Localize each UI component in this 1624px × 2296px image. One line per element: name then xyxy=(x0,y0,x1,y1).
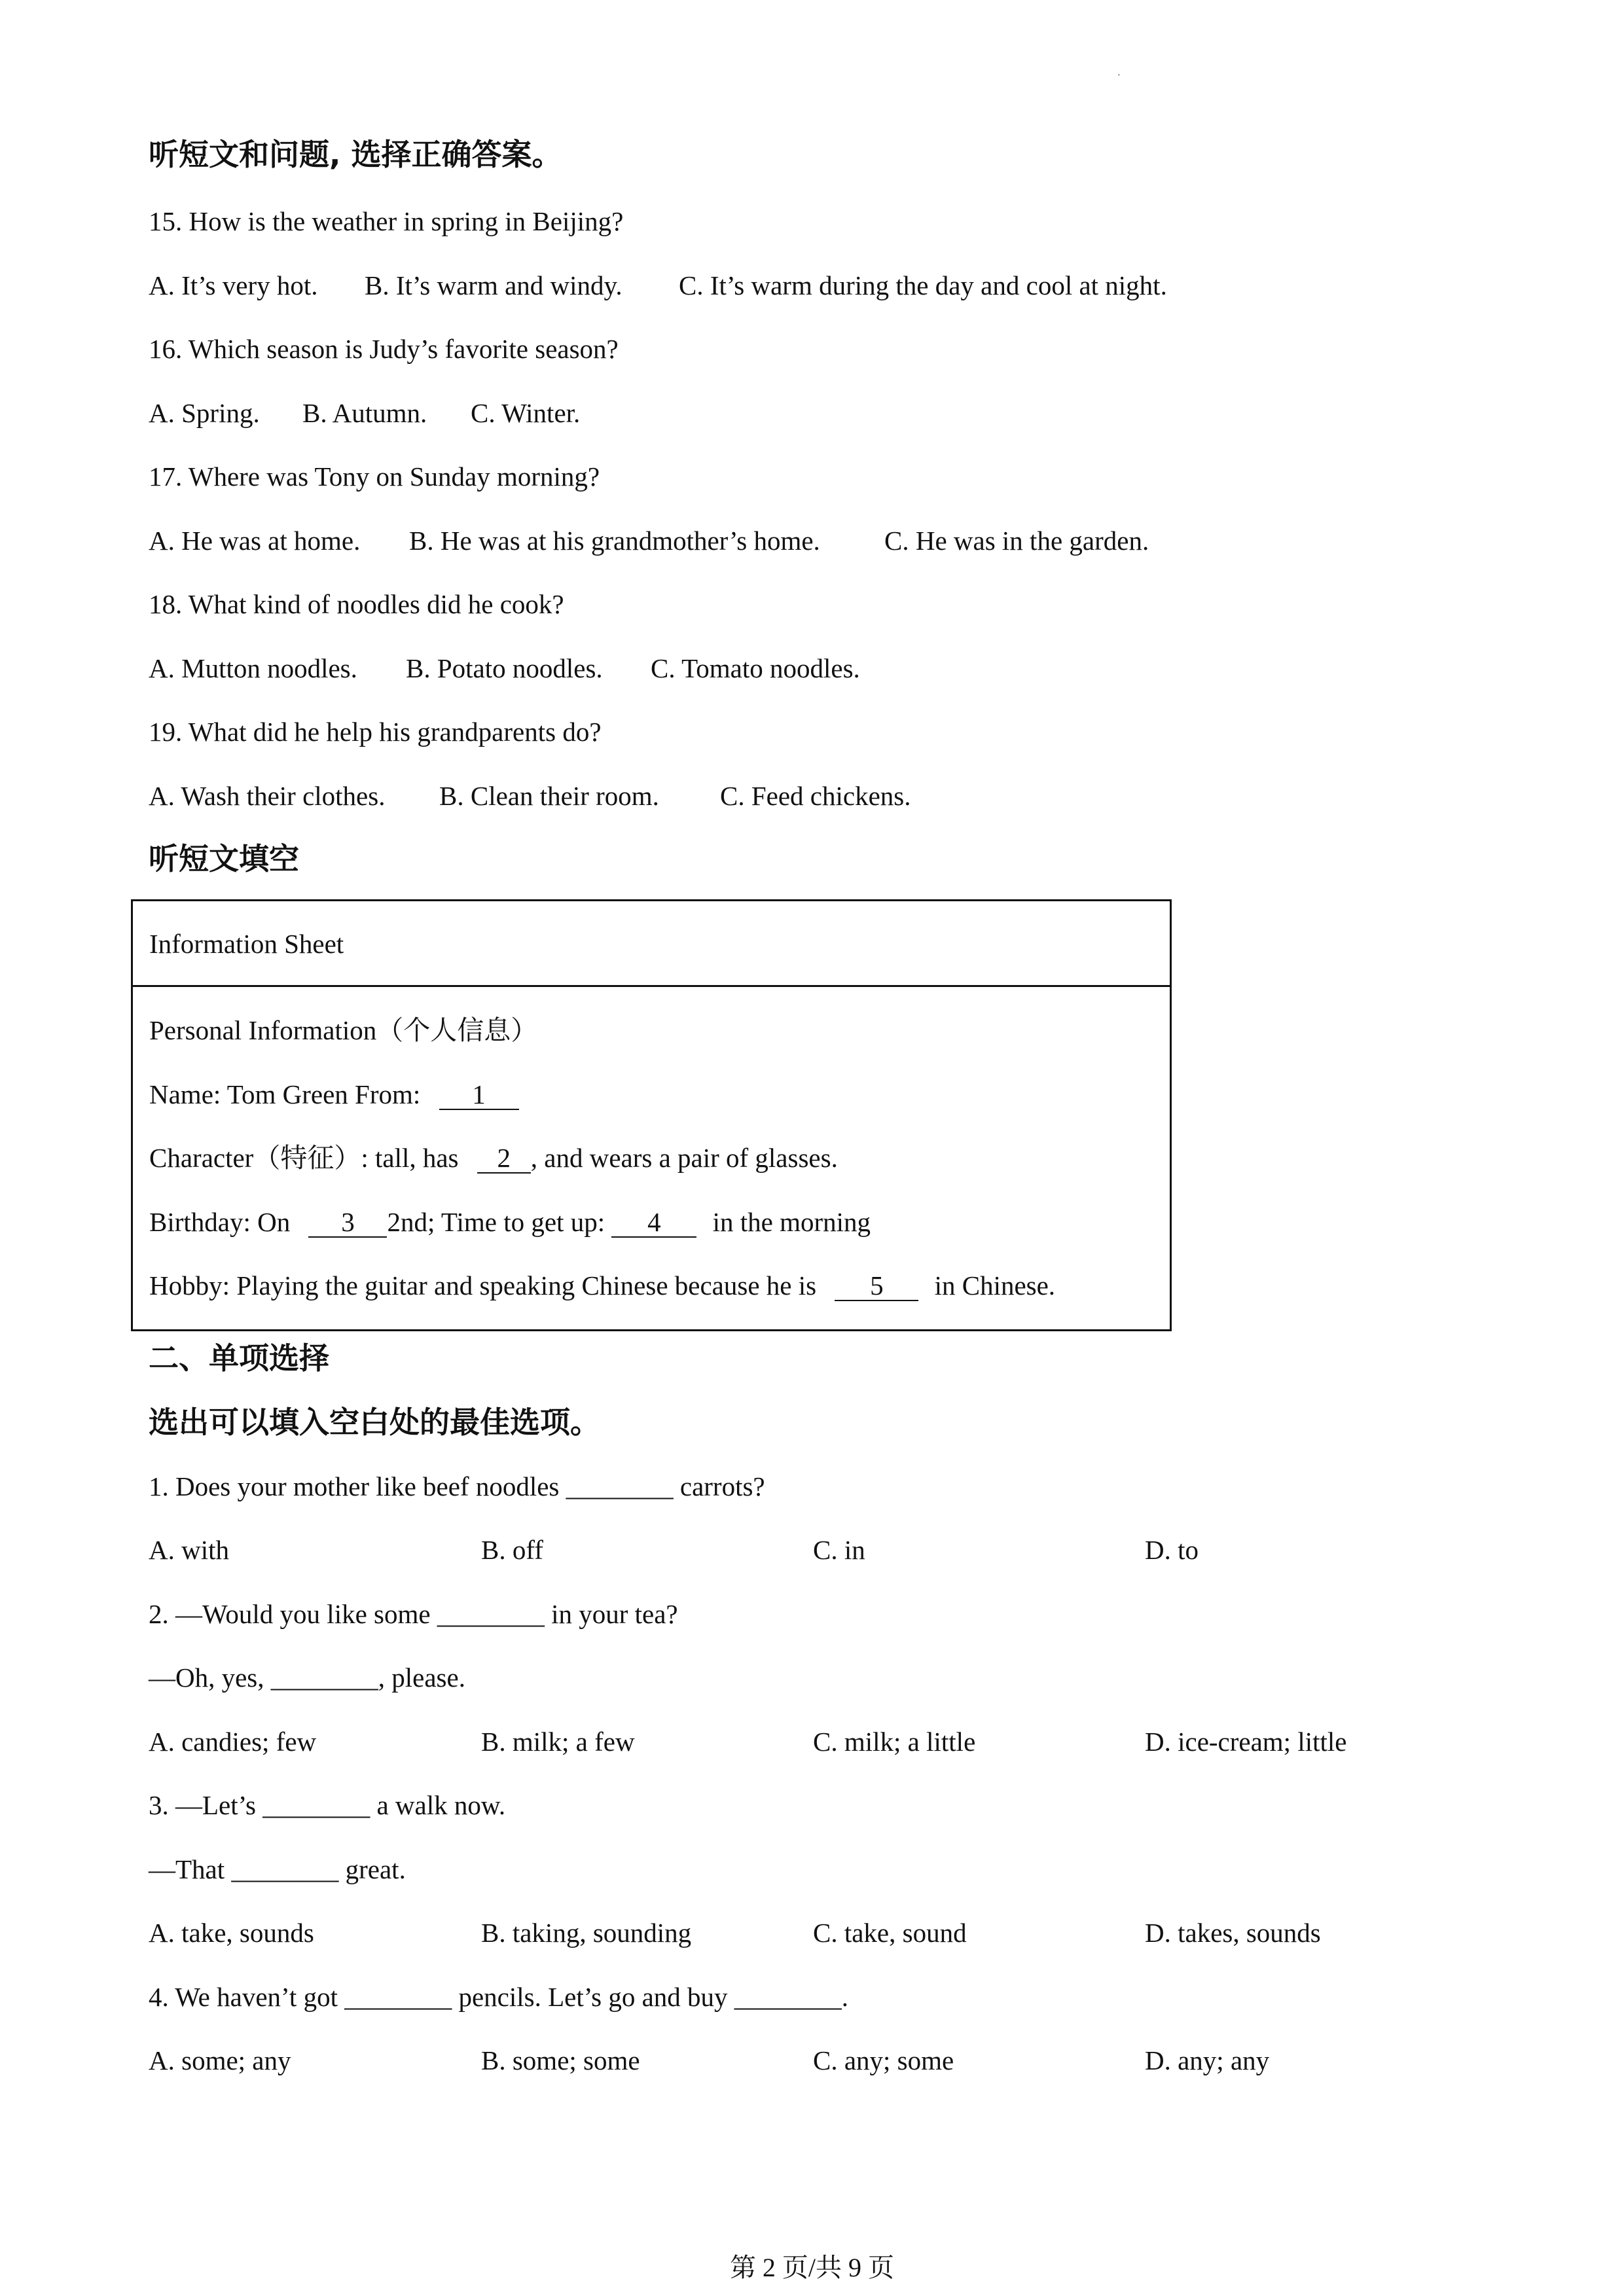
hobby-label: Hobby: Playing the guitar and speaking Chinese because he is xyxy=(149,1270,817,1300)
option-d[interactable]: D. ice-cream; little xyxy=(1145,1727,1347,1757)
option-c[interactable]: C. He was in the garden. xyxy=(884,526,1149,556)
choice-question-2-response: —Oh, yes, ________, please. xyxy=(149,1662,465,1693)
section-title-choice: 二、单项选择 xyxy=(149,1340,329,1376)
option-c[interactable]: C. in xyxy=(813,1535,865,1565)
name-row xyxy=(149,1078,519,1111)
page-number: 第 2 页/共 9 页 xyxy=(729,2253,895,2282)
option-b[interactable]: B. He was at his grandmother’s home. xyxy=(409,526,820,556)
birthday-label: Birthday: On xyxy=(149,1207,291,1237)
sheet-divider xyxy=(133,985,1170,987)
birthday-mid: 2nd; Time to get up: xyxy=(387,1207,605,1237)
character-label: Character（特征）: tall, has xyxy=(149,1143,459,1173)
question-16: 16. Which season is Judy’s favorite season? xyxy=(149,334,619,364)
character-suffix: , and wears a pair of glasses. xyxy=(530,1143,838,1173)
question-17: 17. Where was Tony on Sunday morning? xyxy=(149,461,600,492)
option-b[interactable]: B. taking, sounding xyxy=(481,1918,692,1948)
option-b[interactable]: B. milk; a few xyxy=(481,1727,635,1757)
section-title-listening: 听短文和问题, 选择正确答案。 xyxy=(149,137,562,172)
option-b[interactable]: B. It’s warm and windy. xyxy=(365,270,623,300)
corner-mark: · xyxy=(1117,68,1121,82)
choice-question-3: 3. —Let’s ________ a walk now. xyxy=(149,1790,506,1820)
hobby-suffix: in Chinese. xyxy=(934,1270,1056,1300)
option-c[interactable]: C. Feed chickens. xyxy=(720,781,911,811)
option-c[interactable]: C. milk; a little xyxy=(813,1727,976,1757)
question-15: 15. How is the weather in spring in Beijing? xyxy=(149,206,624,236)
blank-2[interactable]: 2 xyxy=(477,1143,531,1174)
option-b[interactable]: B. Potato noodles. xyxy=(406,653,603,683)
name-label: Name: Tom Green From: xyxy=(149,1079,421,1109)
personal-info-heading: Personal Information（个人信息） xyxy=(149,1015,538,1045)
choice-question-1: 1. Does your mother like beef noodles ________ carrots? xyxy=(149,1471,765,1501)
information-sheet xyxy=(131,899,1172,1331)
character-row xyxy=(149,1141,838,1174)
option-b[interactable]: B. some; some xyxy=(481,2045,640,2075)
option-d[interactable]: D. takes, sounds xyxy=(1145,1918,1321,1948)
option-a[interactable]: A. take, sounds xyxy=(149,1918,314,1948)
birthday-row xyxy=(149,1206,871,1238)
blank-5[interactable]: 5 xyxy=(835,1271,918,1301)
option-c[interactable]: C. take, sound xyxy=(813,1918,967,1948)
option-b[interactable]: B. off xyxy=(481,1535,543,1565)
choice-question-3-response: —That ________ great. xyxy=(149,1854,406,1884)
choice-question-2: 2. —Would you like some ________ in your tea? xyxy=(149,1599,678,1629)
option-a[interactable]: A. It’s very hot. xyxy=(149,270,318,300)
option-d[interactable]: D. to xyxy=(1145,1535,1199,1565)
choice-instruction: 选出可以填入空白处的最佳选项。 xyxy=(149,1405,600,1440)
option-a[interactable]: A. He was at home. xyxy=(149,526,361,556)
blank-1[interactable]: 1 xyxy=(439,1080,519,1110)
choice-question-4: 4. We haven’t got ________ pencils. Let’s go and buy ________. xyxy=(149,1982,849,2012)
option-c[interactable]: C. It’s warm during the day and cool at night. xyxy=(679,270,1167,300)
option-a[interactable]: A. Mutton noodles. xyxy=(149,653,357,683)
sheet-title: Information Sheet xyxy=(149,929,344,959)
question-18: 18. What kind of noodles did he cook? xyxy=(149,589,564,619)
option-b[interactable]: B. Autumn. xyxy=(302,398,427,428)
birthday-suffix: in the morning xyxy=(712,1207,871,1237)
option-c[interactable]: C. Tomato noodles. xyxy=(651,653,860,683)
option-c[interactable]: C. Winter. xyxy=(471,398,581,428)
option-c[interactable]: C. any; some xyxy=(813,2045,954,2075)
blank-3[interactable]: 3 xyxy=(308,1208,387,1238)
question-19: 19. What did he help his grandparents do? xyxy=(149,717,602,747)
section-title-fill: 听短文填空 xyxy=(149,841,299,876)
option-a[interactable]: A. candies; few xyxy=(149,1727,317,1757)
option-d[interactable]: D. any; any xyxy=(1145,2045,1270,2075)
option-a[interactable]: A. with xyxy=(149,1535,229,1565)
option-a[interactable]: A. Spring. xyxy=(149,398,260,428)
blank-4[interactable]: 4 xyxy=(611,1208,696,1238)
hobby-row xyxy=(149,1269,1055,1302)
option-a[interactable]: A. some; any xyxy=(149,2045,291,2075)
option-b[interactable]: B. Clean their room. xyxy=(439,781,659,811)
option-a[interactable]: A. Wash their clothes. xyxy=(149,781,386,811)
